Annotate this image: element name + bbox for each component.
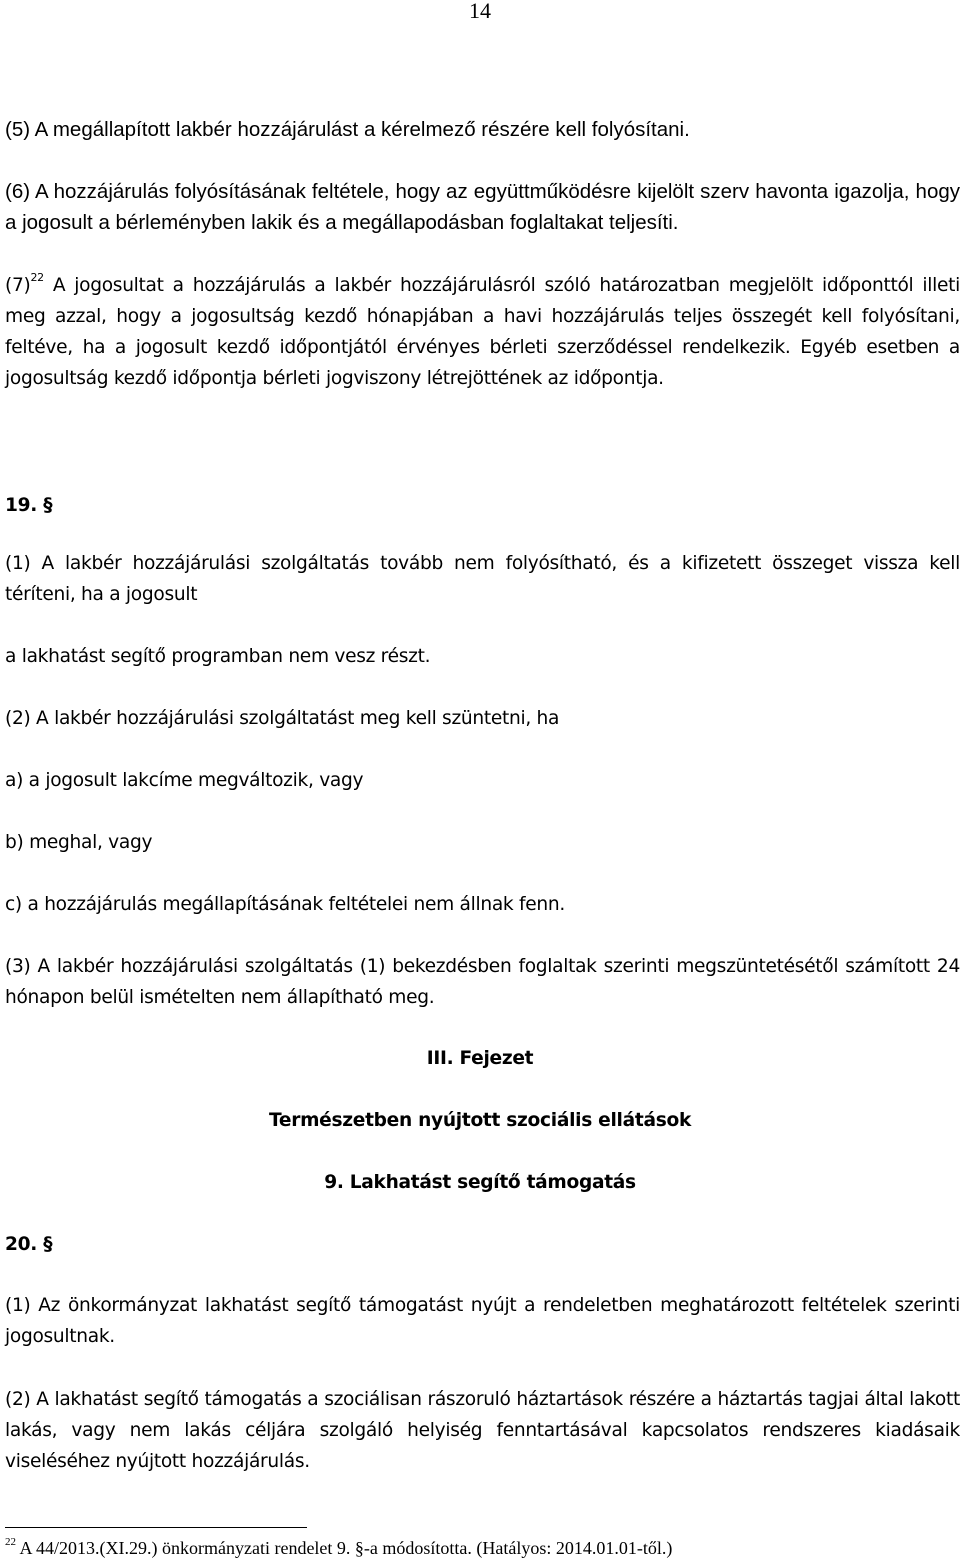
footnote-reference[interactable]: 22 (30, 271, 44, 284)
footnote (5, 1535, 672, 1561)
chapter-heading: III. Fejezet (426, 1048, 534, 1069)
paragraph-7 (5, 270, 960, 394)
section-20-heading: 20. § (5, 1234, 53, 1255)
footnote-divider (5, 1527, 307, 1528)
section-19-point-c: c) a hozzájárulás megállapításának feltételei nem állnak fenn. (5, 894, 565, 915)
paragraph-7-label: (7) (5, 275, 31, 296)
section-19-point-a: a) a jogosult lakcíme megváltozik, vagy (5, 770, 364, 791)
footnote-number: 22 (5, 1536, 16, 1548)
section-19-paragraph-1-continuation: a lakhatást segítő programban nem vesz részt. (5, 646, 431, 667)
section-19-point-b: b) meghal, vagy (5, 832, 153, 853)
chapter-title: Természetben nyújtott szociális ellátások (268, 1110, 692, 1131)
section-19-heading: 19. § (5, 495, 53, 516)
page-number: 14 (469, 0, 491, 23)
paragraph-7-text: A jogosultat a hozzájárulás a lakbér hozzájárulásról szóló határozatban megjelölt időponttól illeti meg azzal, hogy a jogosultság kezdő hónapjában a havi hozzájárulás teljes összegét kell folyósítani, feltéve, ha a jogosult kezdő időpontjától érvényes bérleti szerződéssel rendelkezik. Egyéb esetben a jogosultság kezdő időpontja bérleti jogviszony létrejöttének az időpontja. (5, 275, 960, 389)
section-20-paragraph-2: (2) A lakhatást segítő támogatás a szociálisan rászoruló háztartások részére a háztartás tagjai által lakott lakás, vagy nem lakás céljára szolgáló helyiség fenntartásával kapcsolatos rendszeres kiadásaik viseléséhez nyújtott hozzájárulás. (5, 1389, 960, 1472)
section-19-paragraph-2: (2) A lakbér hozzájárulási szolgáltatást meg kell szüntetni, ha (5, 708, 560, 729)
section-19-paragraph-3: (3) A lakbér hozzájárulási szolgáltatás (1) bekezdésben foglaltak szerinti megszüntetésétől számított 24 hónapon belül ismételten nem állapítható meg. (5, 956, 960, 1008)
section-19-paragraph-1: (1) A lakbér hozzájárulási szolgáltatás tovább nem folyósítható, és a kifizetett összeget vissza kell téríteni, ha a jogosult (5, 553, 960, 605)
section-20-paragraph-1: (1) Az önkormányzat lakhatást segítő támogatást nyújt a rendeletben meghatározott feltételek szerinti jogosultnak. (5, 1295, 960, 1347)
paragraph-6: (6) A hozzájárulás folyósításának feltétele, hogy az együttműködésre kijelölt szerv havonta igazolja, hogy a jogosult a bérleményben lakik és a megállapodásban foglaltakat teljesíti. (5, 180, 960, 234)
subchapter-title: 9. Lakhatást segítő támogatás (324, 1172, 636, 1193)
footnote-text: A 44/2013.(XI.29.) önkormányzati rendelet 9. §-a módosította. (Hatályos: 2014.01.01-től.) (16, 1538, 673, 1558)
paragraph-5: (5) A megállapított lakbér hozzájárulást a kérelmező részére kell folyósítani. (5, 118, 690, 141)
